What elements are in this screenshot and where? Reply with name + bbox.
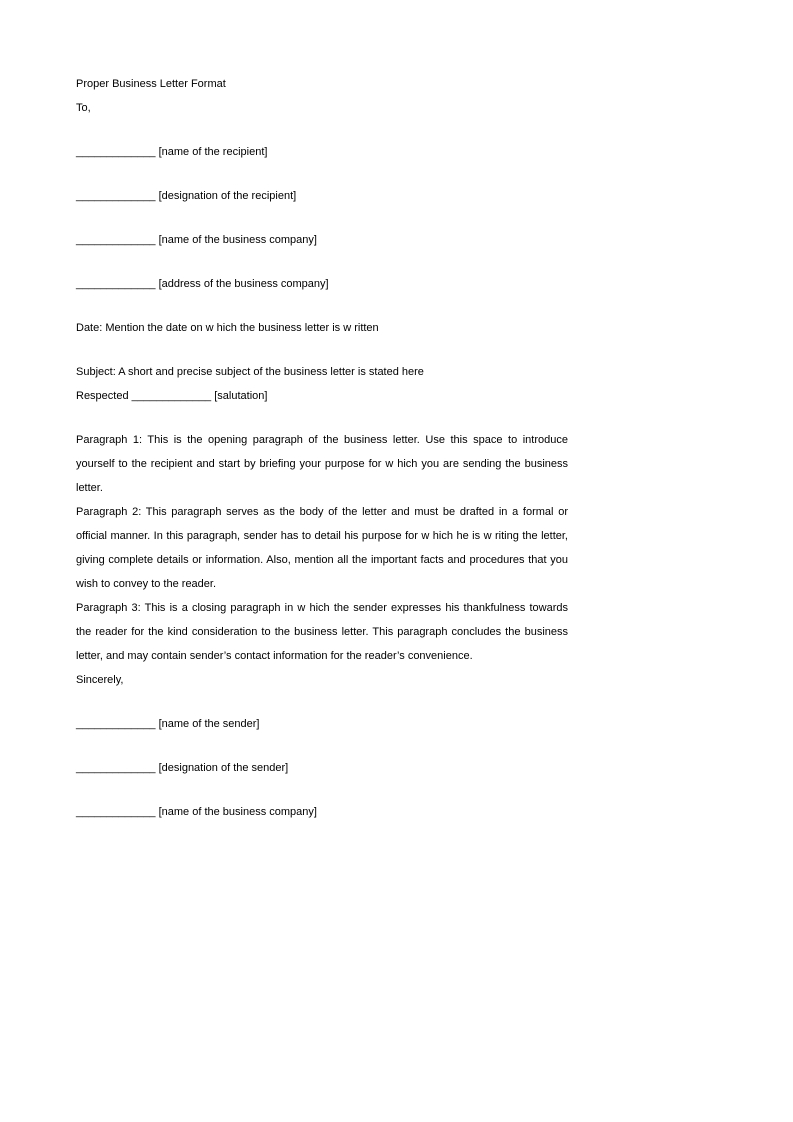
to-line: To, [76,102,91,114]
sender-name-line: _____________ [name of the sender] [76,718,260,730]
paragraph-2: Paragraph 2: This paragraph serves as the body of the letter and must be drafted in a formal or official manner. In this paragraph, sender has to detail his purpose for w hich he is w riting the letter, giving complete details or information. Also, mention all the important facts and procedures that you wish to convey to the reader. [76,506,568,590]
paragraph-3: Paragraph 3: This is a closing paragraph in w hich the sender expresses his thankfulness towards the reader for the kind consideration to the business letter. This paragraph concludes the business letter, and may contain sender’s contact information for the reader’s convenience. [76,602,568,662]
document-title: Proper Business Letter Format [76,78,226,90]
date-line: Date: Mention the date on w hich the business letter is w ritten [76,322,379,334]
closing-line: Sincerely, [76,674,124,686]
paragraph-1: Paragraph 1: This is the opening paragraph of the business letter. Use this space to introduce yourself to the recipient and start by briefing your purpose for w hich you are sending the business letter. [76,434,568,494]
sender-company-line: _____________ [name of the business company] [76,806,317,818]
recipient-company-line: _____________ [name of the business company] [76,234,317,246]
subject-line: Subject: A short and precise subject of the business letter is stated here [76,366,424,378]
salutation-line: Respected _____________ [salutation] [76,390,268,402]
sender-designation-line: _____________ [designation of the sender] [76,762,289,774]
recipient-name-line: _____________ [name of the recipient] [76,146,268,158]
letter-page [76,72,568,824]
recipient-address-line: _____________ [address of the business company] [76,278,329,290]
recipient-designation-line: _____________ [designation of the recipient] [76,190,297,202]
